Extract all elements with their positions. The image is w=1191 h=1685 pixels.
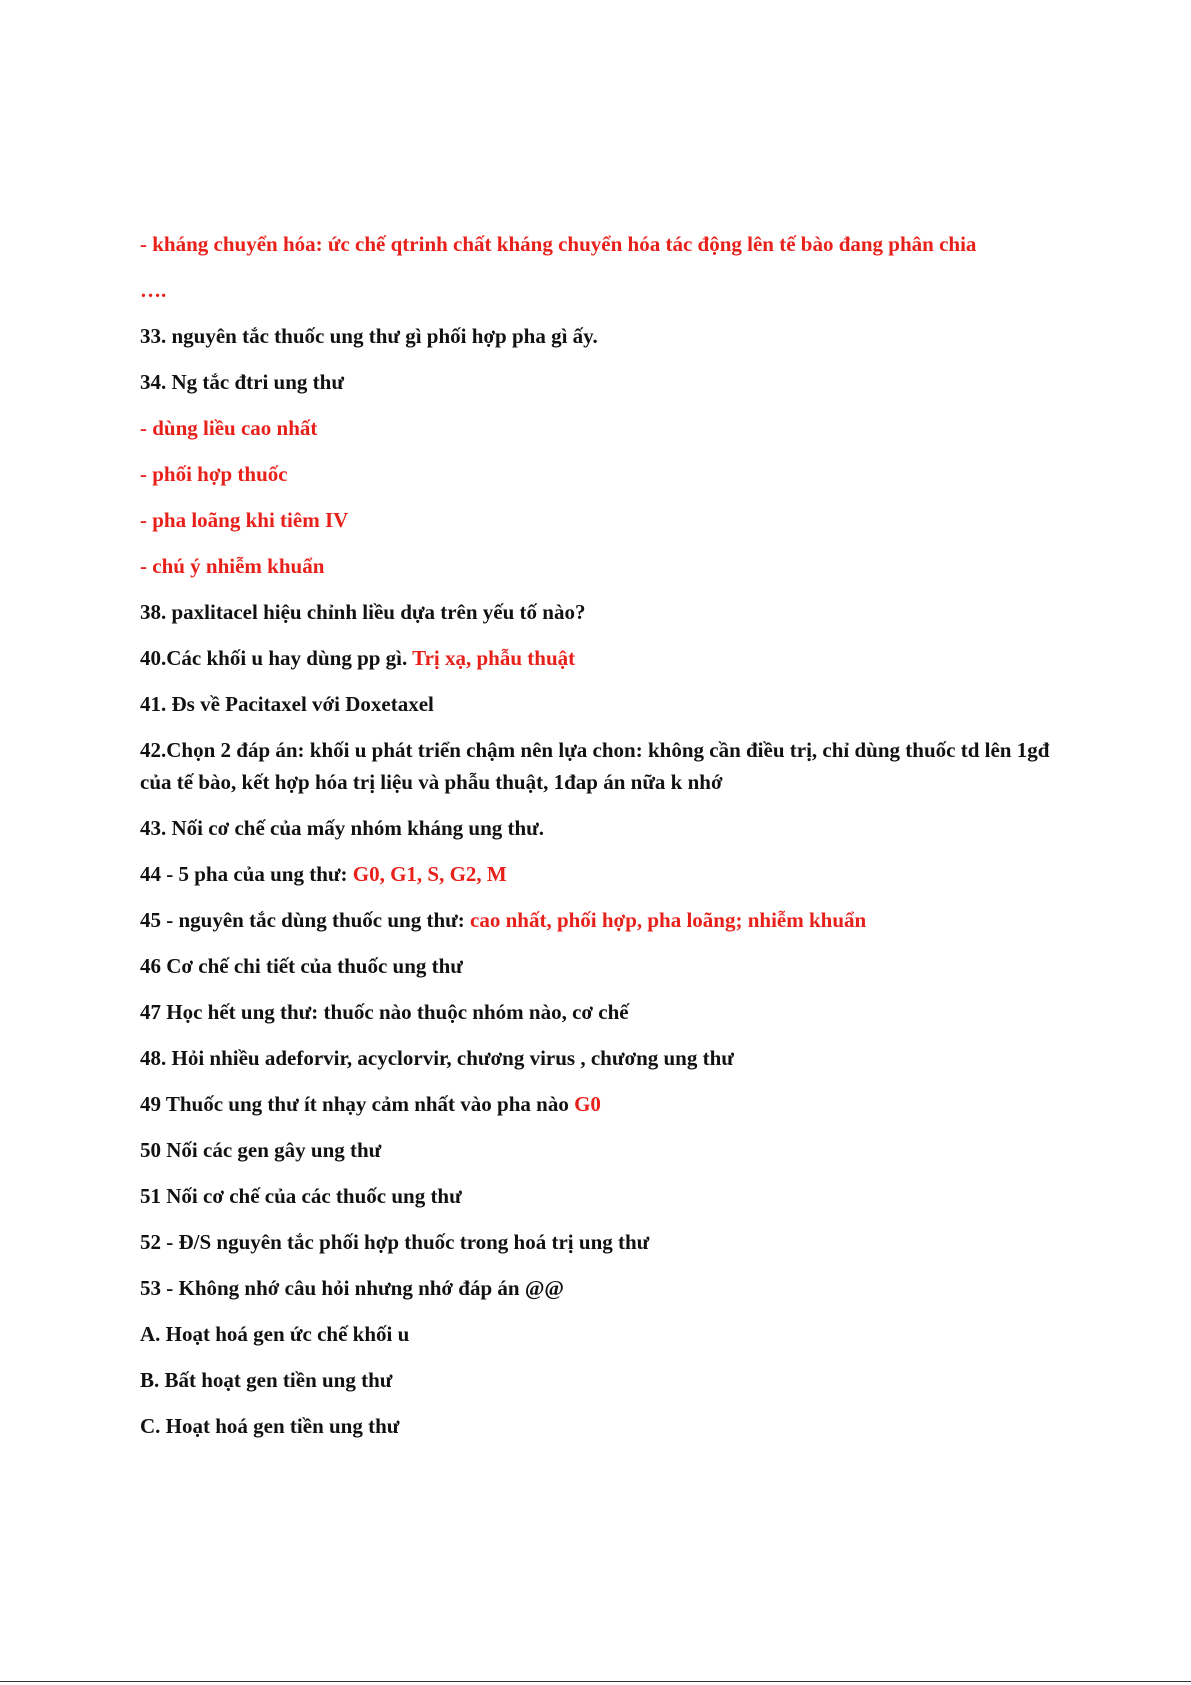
question-50 [140, 1134, 1070, 1166]
option-text: A. Hoạt hoá gen ức chế khối u [140, 1322, 410, 1346]
option-c [140, 1410, 1070, 1442]
question-51 [140, 1180, 1070, 1212]
question-34 [140, 366, 1070, 398]
answer-text: Trị xạ, phẫu thuật [412, 646, 576, 670]
question-44 [140, 858, 1070, 890]
answer-text: - dùng liều cao nhất [140, 416, 318, 440]
answer-text: - phối hợp thuốc [140, 462, 288, 486]
answer-text: cao nhất, phối hợp, pha loãng; nhiễm khuẩn [470, 908, 867, 932]
question-text: 43. Nối cơ chế của mấy nhóm kháng ung thư. [140, 816, 545, 840]
answer-item-infection [140, 550, 1070, 582]
option-b [140, 1364, 1070, 1396]
question-text: 52 - Đ/S nguyên tắc phối hợp thuốc trong hoá trị ung thư [140, 1230, 650, 1254]
option-text: C. Hoạt hoá gen tiền ung thư [140, 1414, 400, 1438]
paragraph-ellipsis [140, 274, 1070, 306]
question-33 [140, 320, 1070, 352]
question-52 [140, 1226, 1070, 1258]
question-text: 46 Cơ chế chi tiết của thuốc ung thư [140, 954, 463, 978]
question-text: 40.Các khối u hay dùng pp gì. [140, 646, 413, 670]
question-text: 38. paxlitacel hiệu chỉnh liều dựa trên yếu tố nào? [140, 600, 586, 624]
answer-text: …. [140, 278, 167, 302]
option-text: B. Bất hoạt gen tiền ung thư [140, 1368, 393, 1392]
question-40 [140, 642, 1070, 674]
question-text: 44 - 5 pha của ung thư: [140, 862, 353, 886]
option-a [140, 1318, 1070, 1350]
question-46 [140, 950, 1070, 982]
question-text: 49 Thuốc ung thư ít nhạy cảm nhất vào pha nào [140, 1092, 575, 1116]
question-text: 41. Đs về Pacitaxel với Doxetaxel [140, 692, 434, 716]
question-text: 48. Hỏi nhiều adeforvir, acyclorvir, chương virus , chương ung thư [140, 1046, 734, 1070]
answer-text: - chú ý nhiễm khuẩn [140, 554, 325, 578]
document-body [140, 228, 1070, 1456]
question-text: 45 - nguyên tắc dùng thuốc ung thư: [140, 908, 471, 932]
answer-item-combination [140, 458, 1070, 490]
question-text: 34. Ng tắc đtri ung thư [140, 370, 344, 394]
paragraph-anti-metabolite [140, 228, 1070, 260]
question-text: 47 Học hết ung thư: thuốc nào thuộc nhóm nào, cơ chế [140, 1000, 629, 1024]
question-47 [140, 996, 1070, 1028]
question-45 [140, 904, 1070, 936]
answer-text: G0 [574, 1092, 601, 1116]
question-48 [140, 1042, 1070, 1074]
answer-text: - kháng chuyển hóa: ức chế qtrinh chất kháng chuyển hóa tác động lên tế bào đang phân chia [140, 232, 977, 256]
question-43 [140, 812, 1070, 844]
question-38 [140, 596, 1070, 628]
question-53 [140, 1272, 1070, 1304]
question-text: 51 Nối cơ chế của các thuốc ung thư [140, 1184, 462, 1208]
answer-text: - pha loãng khi tiêm IV [140, 508, 349, 532]
question-49 [140, 1088, 1070, 1120]
answer-text: G0, G1, S, G2, M [352, 862, 507, 886]
question-text: 42.Chọn 2 đáp án: khối u phát triển chậm nên lựa chon: không cần điều trị, chỉ dùng thuốc td lên 1gđ của tế bào, kết hợp hóa trị liệu và phẫu thuật, 1đap án nữa k nhớ [140, 738, 1050, 794]
question-text: 50 Nối các gen gây ung thư [140, 1138, 382, 1162]
page-bottom-rule [0, 1681, 1191, 1682]
question-text: 33. nguyên tắc thuốc ung thư gì phối hợp pha gì ấy. [140, 324, 598, 348]
answer-item-high-dose [140, 412, 1070, 444]
question-41 [140, 688, 1070, 720]
answer-item-dilution [140, 504, 1070, 536]
question-text: 53 - Không nhớ câu hỏi nhưng nhớ đáp án @@ [140, 1276, 564, 1300]
question-42 [140, 734, 1070, 798]
